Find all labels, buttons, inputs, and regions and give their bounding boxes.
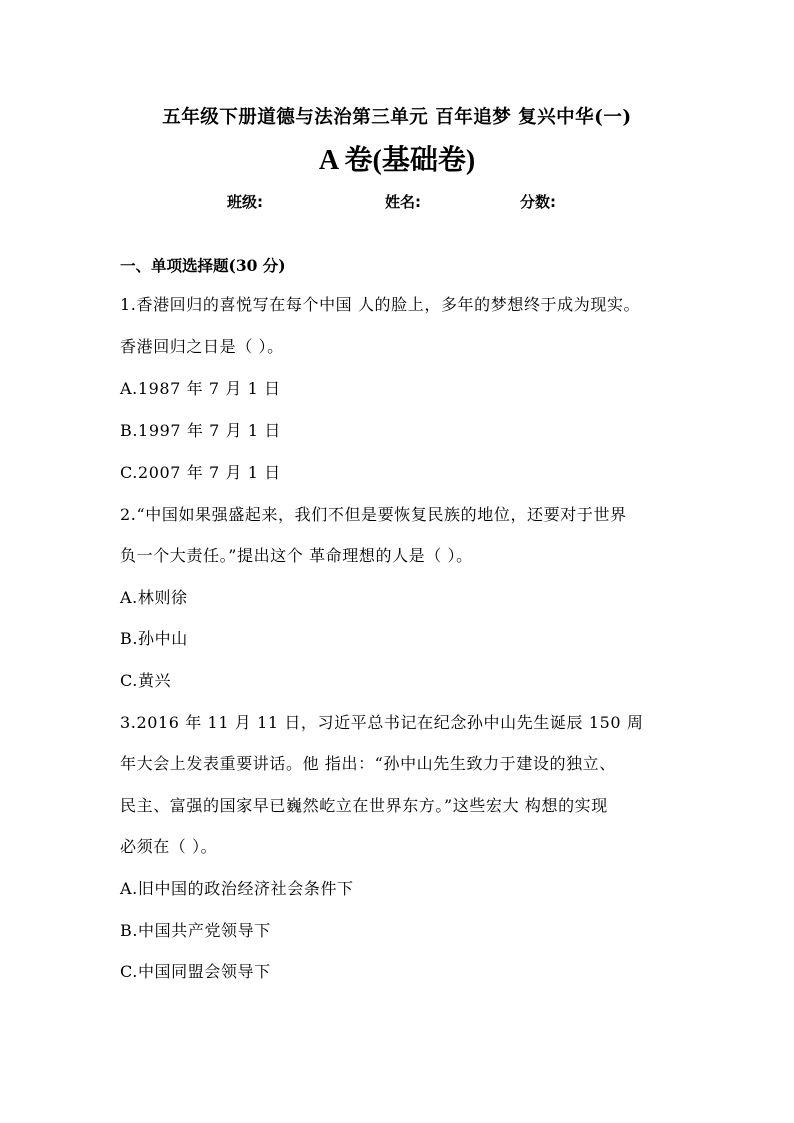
score-label: 分数: [520, 193, 556, 211]
question-3-option-b: B.中国共产党领导下 [120, 921, 271, 940]
question-3-option-a: A.旧中国的政治经济社会条件下 [120, 879, 354, 898]
exam-title: 五年级下册道德与法治第三单元 百年追梦 复兴中华(一) [162, 107, 632, 128]
question-3-line-2: 年大会上发表重要讲话。他 指出：“孙中山先生致力于建设的独立、 [120, 754, 616, 773]
question-1-line-1: 1.香港回归的喜悦写在每个中国 人的脸上，多年的梦想终于成为现实。 [120, 295, 641, 314]
class-label: 班级: [227, 193, 263, 211]
exam-subtitle: A 卷(基础卷) [318, 145, 476, 176]
question-2-line-1: 2.“中国如果强盛起来，我们不但是要恢复民族的地位，还要对于世界 [120, 505, 627, 524]
question-2-option-b: B.孙中山 [120, 629, 188, 648]
question-1-option-c: C.2007 年 7 月 1 日 [120, 463, 281, 482]
name-label: 姓名: [385, 193, 421, 211]
question-3-line-3: 民主、富强的国家早已巍然屹立在世界东方。”这些宏大 构想的实现 [120, 796, 608, 815]
question-1-line-2: 香港回归之日是（ ）。 [120, 337, 284, 356]
question-2-line-2: 负一个大责任。”提出这个 革命理想的人是（ ）。 [120, 546, 473, 565]
question-1-option-a: A.1987 年 7 月 1 日 [120, 379, 281, 398]
question-3-line-1: 3.2016 年 11 月 11 日，习近平总书记在纪念孙中山先生诞辰 150 周 [120, 713, 644, 732]
question-1-option-b: B.1997 年 7 月 1 日 [120, 421, 281, 440]
question-2-option-a: A.林则徐 [120, 588, 188, 607]
question-3-option-c: C.中国同盟会领导下 [120, 962, 271, 981]
question-2-option-c: C.黄兴 [120, 671, 172, 690]
question-3-line-4: 必须在（ ）。 [120, 837, 218, 856]
section-heading: 一、单项选择题(30 分) [120, 256, 286, 275]
